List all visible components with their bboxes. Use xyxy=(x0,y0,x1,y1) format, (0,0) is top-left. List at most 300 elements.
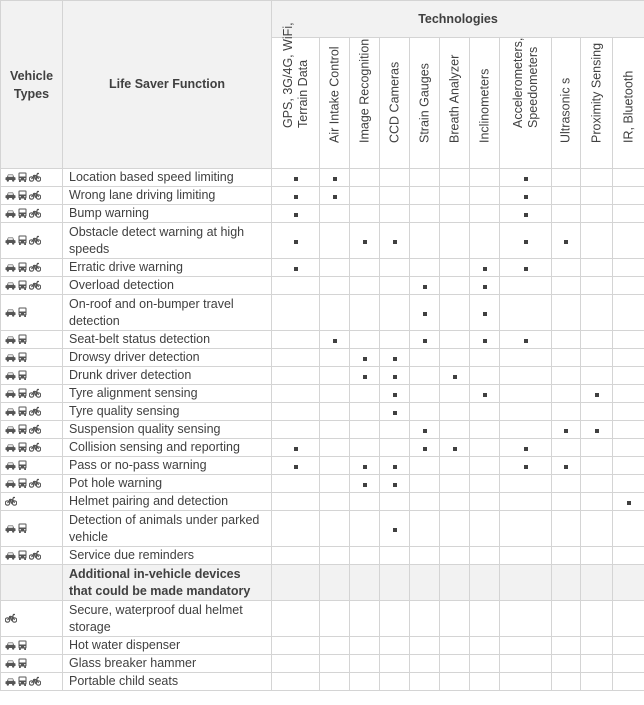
technology-cell xyxy=(380,673,410,691)
table-row xyxy=(1,223,644,259)
technology-cell xyxy=(350,169,380,187)
technology-cell xyxy=(320,187,350,205)
technology-cell xyxy=(613,457,644,475)
technology-cell xyxy=(380,637,410,655)
technology-cell xyxy=(350,295,380,331)
technology-cell xyxy=(500,187,552,205)
table-row xyxy=(1,637,644,655)
technology-cell xyxy=(552,655,581,673)
applies-marker xyxy=(564,240,568,244)
applies-marker xyxy=(524,240,528,244)
function-label: Helmet pairing and detection xyxy=(63,493,272,511)
section-header-row xyxy=(1,565,644,601)
technology-cell xyxy=(581,439,613,457)
technology-column-header xyxy=(470,38,500,169)
technology-cell xyxy=(613,475,644,493)
technology-cell xyxy=(320,637,350,655)
technology-cell xyxy=(380,601,410,637)
technology-cell xyxy=(552,493,581,511)
technology-cell xyxy=(470,565,500,601)
technology-cell xyxy=(470,295,500,331)
technology-cell xyxy=(500,565,552,601)
technology-cell xyxy=(552,169,581,187)
technology-cell xyxy=(440,421,470,439)
technology-cell xyxy=(500,169,552,187)
technology-label: Image Recognition xyxy=(357,38,371,143)
technology-cell xyxy=(320,331,350,349)
technology-cell xyxy=(320,439,350,457)
technology-cell xyxy=(272,493,320,511)
applies-marker xyxy=(294,240,298,244)
technology-cell xyxy=(320,511,350,547)
technology-column-header xyxy=(410,38,440,169)
applies-marker xyxy=(524,465,528,469)
technology-cell xyxy=(272,385,320,403)
table-row xyxy=(1,259,644,277)
function-label: Secure, waterproof dual helmet storage xyxy=(63,601,272,637)
technology-cell xyxy=(581,223,613,259)
technology-cell xyxy=(500,205,552,223)
technology-cell xyxy=(350,493,380,511)
technology-cell xyxy=(272,205,320,223)
technology-label: CCD Cameras xyxy=(387,61,401,143)
function-label: Hot water dispenser xyxy=(63,637,272,655)
technology-cell xyxy=(380,187,410,205)
technology-cell xyxy=(613,511,644,547)
technology-cell xyxy=(500,403,552,421)
technology-cell xyxy=(500,511,552,547)
technology-cell xyxy=(380,493,410,511)
technology-cell xyxy=(350,331,380,349)
technology-cell xyxy=(581,511,613,547)
table-row xyxy=(1,277,644,295)
technology-cell xyxy=(581,655,613,673)
function-label: Bump warning xyxy=(63,205,272,223)
table-row xyxy=(1,673,644,691)
applies-marker xyxy=(524,339,528,343)
technology-cell xyxy=(613,637,644,655)
table-row xyxy=(1,367,644,385)
vehicle-type-icons xyxy=(1,349,63,367)
technology-cell xyxy=(380,475,410,493)
technology-cell xyxy=(581,421,613,439)
technology-cell xyxy=(380,205,410,223)
function-label: Tyre quality sensing xyxy=(63,403,272,421)
technology-cell xyxy=(581,331,613,349)
technology-cell xyxy=(410,637,440,655)
technology-cell xyxy=(470,511,500,547)
technology-cell xyxy=(613,439,644,457)
function-label: Portable child seats xyxy=(63,673,272,691)
technology-column-header xyxy=(581,38,613,169)
applies-marker xyxy=(363,357,367,361)
table-body xyxy=(1,169,644,691)
vehicle-type-icons xyxy=(1,367,63,385)
technology-cell xyxy=(380,223,410,259)
technology-cell xyxy=(613,421,644,439)
technology-cell xyxy=(552,295,581,331)
technology-cell xyxy=(581,367,613,385)
technology-cell xyxy=(552,403,581,421)
technology-cell xyxy=(272,259,320,277)
technology-column-header xyxy=(380,38,410,169)
technology-label: IR, Bluetooth xyxy=(621,70,636,143)
technology-column-header xyxy=(500,38,552,169)
vehicle-type-icons xyxy=(1,223,63,259)
technology-cell xyxy=(440,547,470,565)
vehicle-type-icons xyxy=(1,565,63,601)
technology-cell xyxy=(320,277,350,295)
technology-cell xyxy=(272,421,320,439)
technology-cell xyxy=(500,457,552,475)
applies-marker xyxy=(333,177,337,181)
technology-cell xyxy=(380,331,410,349)
technology-cell xyxy=(613,403,644,421)
vehicle-type-icons xyxy=(1,493,63,511)
technology-cell xyxy=(380,457,410,475)
technology-cell xyxy=(350,349,380,367)
technology-cell xyxy=(581,475,613,493)
technology-column-header xyxy=(350,38,380,169)
technology-cell xyxy=(470,457,500,475)
technology-cell xyxy=(380,367,410,385)
technology-cell xyxy=(350,457,380,475)
applies-marker xyxy=(393,465,397,469)
technology-cell xyxy=(552,421,581,439)
vehicle-type-icons xyxy=(1,259,63,277)
technology-cell xyxy=(410,601,440,637)
technology-cell xyxy=(272,601,320,637)
technology-cell xyxy=(320,547,350,565)
technology-cell xyxy=(272,439,320,457)
table-row xyxy=(1,205,644,223)
vehicle-type-icons xyxy=(1,169,63,187)
technology-cell xyxy=(410,439,440,457)
applies-marker xyxy=(423,285,427,289)
table-row xyxy=(1,601,644,637)
technology-cell xyxy=(613,187,644,205)
technology-label: Air Intake Control xyxy=(327,46,341,143)
technology-cell xyxy=(440,205,470,223)
applies-marker xyxy=(483,312,487,316)
technology-cell xyxy=(552,223,581,259)
applies-marker xyxy=(363,465,367,469)
table-row xyxy=(1,331,644,349)
technology-cell xyxy=(320,673,350,691)
applies-marker xyxy=(393,528,397,532)
table-row xyxy=(1,169,644,187)
applies-marker xyxy=(294,267,298,271)
technology-cell xyxy=(350,673,380,691)
technology-cell xyxy=(552,205,581,223)
technology-cell xyxy=(470,403,500,421)
applies-marker xyxy=(524,177,528,181)
technology-cell xyxy=(410,385,440,403)
technology-cell xyxy=(320,655,350,673)
table-row xyxy=(1,439,644,457)
technology-cell xyxy=(380,421,410,439)
technology-cell xyxy=(581,565,613,601)
vehicle-type-icons xyxy=(1,637,63,655)
function-label: Overload detection xyxy=(63,277,272,295)
technology-cell xyxy=(470,205,500,223)
applies-marker xyxy=(294,177,298,181)
technology-cell xyxy=(410,547,440,565)
technology-cell xyxy=(272,565,320,601)
technology-cell xyxy=(581,457,613,475)
applies-marker xyxy=(393,240,397,244)
function-label: Drowsy driver detection xyxy=(63,349,272,367)
function-label: Glass breaker hammer xyxy=(63,655,272,673)
technology-cell xyxy=(552,457,581,475)
technology-cell xyxy=(613,385,644,403)
technology-cell xyxy=(272,277,320,295)
function-label: Pot hole warning xyxy=(63,475,272,493)
technology-cell xyxy=(272,367,320,385)
applies-marker xyxy=(627,501,631,505)
technology-cell xyxy=(272,349,320,367)
section-label: Additional in-vehicle devices that could be made mandatory xyxy=(63,565,272,601)
technology-cell xyxy=(440,187,470,205)
technology-cell xyxy=(440,601,470,637)
applies-marker xyxy=(524,267,528,271)
function-label: Collision sensing and reporting xyxy=(63,439,272,457)
table-row xyxy=(1,403,644,421)
function-label: Suspension quality sensing xyxy=(63,421,272,439)
vehicle-type-icons xyxy=(1,439,63,457)
technology-cell xyxy=(500,331,552,349)
technology-cell xyxy=(272,187,320,205)
technology-cell xyxy=(410,655,440,673)
vehicle-type-icons xyxy=(1,673,63,691)
technology-cell xyxy=(410,457,440,475)
technology-cell xyxy=(350,421,380,439)
technology-cell xyxy=(613,601,644,637)
function-label: Erratic drive warning xyxy=(63,259,272,277)
technology-cell xyxy=(410,187,440,205)
technology-cell xyxy=(500,367,552,385)
technology-cell xyxy=(470,421,500,439)
technologies-header: Technologies xyxy=(272,1,644,38)
technology-cell xyxy=(410,295,440,331)
applies-marker xyxy=(294,465,298,469)
technology-cell xyxy=(552,511,581,547)
technology-cell xyxy=(552,601,581,637)
technology-cell xyxy=(350,385,380,403)
technology-cell xyxy=(440,259,470,277)
technology-cell xyxy=(440,673,470,691)
technology-cell xyxy=(552,439,581,457)
technology-cell xyxy=(552,637,581,655)
technology-cell xyxy=(552,259,581,277)
technology-cell xyxy=(613,547,644,565)
applies-marker xyxy=(483,285,487,289)
applies-marker xyxy=(595,393,599,397)
vehicle-type-icons xyxy=(1,187,63,205)
technology-cell xyxy=(272,673,320,691)
vehicle-type-icons xyxy=(1,403,63,421)
applies-marker xyxy=(453,447,457,451)
technology-cell xyxy=(410,259,440,277)
technology-cell xyxy=(272,637,320,655)
technology-cell xyxy=(350,565,380,601)
technology-cell xyxy=(552,277,581,295)
technology-cell xyxy=(470,475,500,493)
function-label: Seat-belt status detection xyxy=(63,331,272,349)
technology-cell xyxy=(410,403,440,421)
technology-label: Accelerometers, Speedometers xyxy=(510,37,540,128)
technology-cell xyxy=(440,223,470,259)
technology-cell xyxy=(500,349,552,367)
technology-cell xyxy=(380,349,410,367)
technology-cell xyxy=(272,169,320,187)
technology-cell xyxy=(613,295,644,331)
technology-cell xyxy=(500,421,552,439)
applies-marker xyxy=(363,483,367,487)
technology-cell xyxy=(500,259,552,277)
technology-label: Inclinometers xyxy=(477,68,491,143)
technology-cell xyxy=(581,493,613,511)
applies-marker xyxy=(393,483,397,487)
function-label: Location based speed limiting xyxy=(63,169,272,187)
technology-cell xyxy=(440,565,470,601)
technology-column-header xyxy=(272,22,320,169)
technology-cell xyxy=(470,547,500,565)
technology-cell xyxy=(500,493,552,511)
technology-column-header xyxy=(320,38,350,169)
technology-cell xyxy=(380,259,410,277)
technology-cell xyxy=(410,223,440,259)
vehicle-type-icons xyxy=(1,205,63,223)
applies-marker xyxy=(483,393,487,397)
technology-cell xyxy=(320,457,350,475)
technology-cell xyxy=(552,349,581,367)
vehicle-type-icons xyxy=(1,547,63,565)
technology-cell xyxy=(320,475,350,493)
applies-marker xyxy=(423,447,427,451)
applies-marker xyxy=(363,240,367,244)
technology-cell xyxy=(350,511,380,547)
technology-cell xyxy=(581,637,613,655)
technology-cell xyxy=(500,439,552,457)
applies-marker xyxy=(294,447,298,451)
technology-cell xyxy=(410,673,440,691)
technology-cell xyxy=(380,547,410,565)
technology-cell xyxy=(552,673,581,691)
technology-cell xyxy=(350,367,380,385)
technology-cell xyxy=(552,187,581,205)
technology-cell xyxy=(500,601,552,637)
technology-cell xyxy=(613,259,644,277)
technology-cell xyxy=(350,547,380,565)
table-row xyxy=(1,493,644,511)
technology-cell xyxy=(552,367,581,385)
technology-cell xyxy=(320,421,350,439)
technology-cell xyxy=(500,655,552,673)
applies-marker xyxy=(333,339,337,343)
technology-cell xyxy=(613,349,644,367)
function-label: Drunk driver detection xyxy=(63,367,272,385)
technology-cell xyxy=(440,439,470,457)
table-row xyxy=(1,421,644,439)
technology-cell xyxy=(440,277,470,295)
technology-cell xyxy=(470,331,500,349)
technology-cell xyxy=(410,367,440,385)
applies-marker xyxy=(393,411,397,415)
technology-cell xyxy=(552,565,581,601)
technology-cell xyxy=(320,205,350,223)
table-row xyxy=(1,385,644,403)
applies-marker xyxy=(294,213,298,217)
technology-cell xyxy=(470,493,500,511)
applies-marker xyxy=(483,339,487,343)
technology-cell xyxy=(581,385,613,403)
function-label: Obstacle detect warning at high speeds xyxy=(63,223,272,259)
technology-cell xyxy=(410,475,440,493)
table-row xyxy=(1,511,644,547)
vehicle-type-icons xyxy=(1,277,63,295)
function-label: Detection of animals under parked vehicle xyxy=(63,511,272,547)
vehicle-type-icons xyxy=(1,475,63,493)
vehicle-type-icons xyxy=(1,457,63,475)
technology-label: Ultrasonic s xyxy=(558,77,573,143)
technology-cell xyxy=(613,565,644,601)
technology-cell xyxy=(470,187,500,205)
technology-cell xyxy=(350,403,380,421)
technology-cell xyxy=(320,403,350,421)
technology-cell xyxy=(410,511,440,547)
technology-cell xyxy=(272,547,320,565)
applies-marker xyxy=(294,195,298,199)
technology-cell xyxy=(320,493,350,511)
vehicle-type-icons xyxy=(1,601,63,637)
technology-cell xyxy=(581,547,613,565)
applies-marker xyxy=(423,312,427,316)
technology-cell xyxy=(440,457,470,475)
vehicle-type-icons xyxy=(1,421,63,439)
technology-label: Breath Analyzer xyxy=(447,54,461,143)
technology-cell xyxy=(500,673,552,691)
technology-cell xyxy=(350,277,380,295)
technology-cell xyxy=(500,277,552,295)
technology-cell xyxy=(410,277,440,295)
technology-cell xyxy=(350,439,380,457)
technology-cell xyxy=(440,493,470,511)
function-label: Pass or no-pass warning xyxy=(63,457,272,475)
technology-cell xyxy=(613,169,644,187)
technology-cell xyxy=(350,187,380,205)
table-row xyxy=(1,475,644,493)
technology-cell xyxy=(380,439,410,457)
technology-cell xyxy=(410,493,440,511)
technology-cell xyxy=(500,547,552,565)
technology-cell xyxy=(440,367,470,385)
applies-marker xyxy=(333,195,337,199)
technology-cell xyxy=(470,223,500,259)
technology-cell xyxy=(470,673,500,691)
applies-marker xyxy=(393,357,397,361)
technology-cell xyxy=(470,385,500,403)
technology-cell xyxy=(581,277,613,295)
technology-cell xyxy=(380,277,410,295)
technology-cell xyxy=(272,457,320,475)
technology-cell xyxy=(440,511,470,547)
technology-cell xyxy=(380,403,410,421)
vehicle-type-icons xyxy=(1,295,63,331)
applies-marker xyxy=(423,429,427,433)
technology-cell xyxy=(440,331,470,349)
technology-label: GPS, 3G/4G, WiFi, Terrain Data xyxy=(280,22,310,128)
